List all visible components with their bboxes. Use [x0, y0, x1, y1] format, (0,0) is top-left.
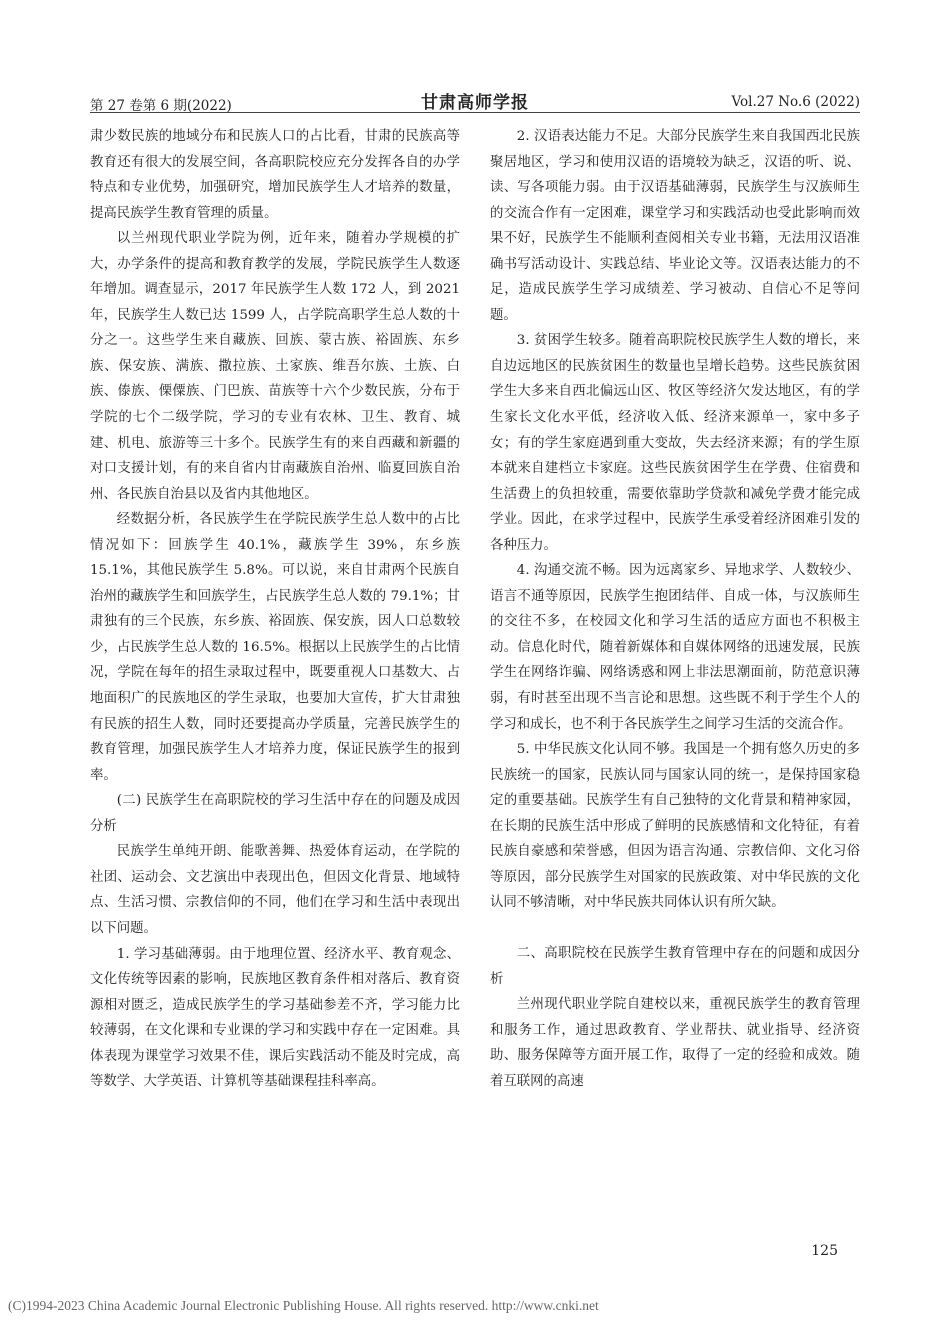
header-volume-issue: 第 27 卷第 6 期(2022) — [90, 98, 232, 114]
left-column — [90, 124, 460, 1095]
paragraph: 肃少数民族的地域分布和民族人口的占比看，甘肃的民族高等教育还有很大的发展空间，各高职院校应充分发挥各自的办学特点和专业优势，加强研究，增加民族学生人才培养的数量，提高民族学生教育管理的质量。 — [90, 129, 460, 221]
paragraph: 以兰州现代职业学院为例，近年来，随着办学规模的扩大，办学条件的提高和教育教学的发展，学院民族学生人数逐年增加。调查显示，2017 年民族学生人数 172 人，到 2021 年，民族学生人数已达 1599 人，占学院高职学生总人数的十分之一。这些学生来自藏族、回族、蒙古族、裕固族、东乡族、保安族、满族、撒拉族、土家族、维吾尔族、土族、白族、傣族、傈僳族、门巴族、苗族等十六个少数民族，分布于学院的七个二级学院，学习的专业有农林、卫生、教育、城建、机电、旅游等三十多个。民族学生有的来自西藏和新疆的对口支援计划，有的来自省内甘南藏族自治州、临夏回族自治州、各民族自治县以及省内其他地区。 — [90, 231, 460, 502]
paragraph: 2. 汉语表达能力不足。大部分民族学生来自我国西北民族聚居地区，学习和使用汉语的语境较为缺乏，汉语的听、说、读、写各项能力弱。由于汉语基础薄弱，民族学生与汉族师生的交流合作有一定困难，课堂学习和实践活动也受此影响而效果不好，民族学生不能顺利查阅相关专业书籍，无法用汉语准确书写活动设计、实践总结、毕业论文等。汉语表达能力的不足，造成民族学生学习成绩差、学习被动、自信心不足等问题。 — [490, 129, 860, 323]
page-number: 125 — [811, 1243, 838, 1259]
section-heading: 二、高职院校在民族学生教育管理中存在的问题和成因分析 — [490, 945, 860, 987]
section-heading: (二) 民族学生在高职院校的学习生活中存在的问题及成因分析 — [90, 793, 460, 834]
copyright-footer: (C)1994-2023 China Academic Journal Electronic Publishing House. All rights reserved. http://www.cnki.net — [8, 1298, 599, 1313]
paragraph: 4. 沟通交流不畅。因为远离家乡、异地求学、人数较少、语言不通等原因，民族学生抱团结伴、自成一体，与汉族师生的交往不多，在校园文化和学习生活的适应方面也不积极主动。信息化时代，随着新媒体和自媒体网络的迅速发展，民族学生在网络诈骗、网络诱惑和网上非法思潮面前，防范意识薄弱，有时甚至出现不当言论和思想。这些既不利于学生个人的学习和成长，也不利于各民族学生之间学习生活的交流合作。 — [490, 563, 860, 732]
paragraph: 3. 贫困学生较多。随着高职院校民族学生人数的增长，来自边远地区的民族贫困生的数量也呈增长趋势。这些民族贫困学生大多来自西北偏远山区、牧区等经济欠发达地区，有的学生家长文化水平低，经济收入低、经济来源单一，家中多子女；有的学生家庭遇到重大变故，失去经济来源；有的学生原本就来自建档立卡家庭。这些民族贫困学生在学费、住宿费和生活费上的负担较重，需要依靠助学贷款和减免学费才能完成学业。因此，在求学过程中，民族学生承受着经济困难引发的各种压力。 — [490, 333, 860, 553]
header-volume-issue-en: Vol.27 No.6 (2022) — [731, 94, 860, 110]
paragraph: 1. 学习基础薄弱。由于地理位置、经济水平、教育观念、文化传统等因素的影响，民族地区教育条件相对落后、教育资源相对匮乏，造成民族学生的学习基础参差不齐，学习能力比较薄弱，在文化课和专业课的学习和实践中存在一定困难。具体表现为课堂学习效果不佳，课后实践活动不能及时完成，高等数学、大学英语、计算机等基础课程挂科率高。 — [90, 946, 460, 1090]
paragraph: 民族学生单纯开朗、能歌善舞、热爱体育运动，在学院的社团、运动会、文艺演出中表现出色，但因文化背景、地域特点、生活习惯、宗教信仰的不同，他们在学习和生活中表现出以下问题。 — [90, 844, 460, 936]
paragraph: 经数据分析，各民族学生在学院民族学生总人数中的占比情况如下：回族学生 40.1%，藏族学生 39%，东乡族 15.1%，其他民族学生 5.8%。可以说，来自甘肃两个民族自治州的藏族学生和回族学生，占民族学生总人数的 79.1%；甘肃独有的三个民族，东乡族、裕固族、保安族，因人口总数较少，占民族学生总人数的 16.5%。根据以上民族学生的占比情况，学院在每年的招生录取过程中，既要重视人口基数大、占地面积广的民族地区的学生录取，也要加大宣传，扩大甘肃独有民族的招生人数，同时还要提高办学质量，完善民族学生的教育管理，加强民族学生人才培养力度，保证民族学生的报到率。 — [90, 512, 460, 783]
running-header — [90, 88, 860, 112]
header-rule — [90, 112, 860, 113]
paragraph: 5. 中华民族文化认同不够。我国是一个拥有悠久历史的多民族统一的国家，民族认同与国家认同的统一，是保持国家稳定的重要基础。民族学生有自己独特的文化背景和精神家园，在长期的民族生活中形成了鲜明的民族感情和文化特征，有着民族自豪感和荣誉感，但因为语言沟通、宗教信仰、文化习俗等原因，部分民族学生对国家的民族政策、对中华民族的文化认同不够清晰，对中华民族共同体认识有所欠缺。 — [490, 742, 860, 911]
journal-title: 甘肃高师学报 — [421, 93, 529, 113]
paragraph: 兰州现代职业学院自建校以来，重视民族学生的教育管理和服务工作，通过思政教育、学业帮扶、就业指导、经济资助、服务保障等方面开展工作，取得了一定的经验和成效。随着互联网的高速 — [490, 997, 860, 1089]
right-column — [490, 124, 860, 1094]
